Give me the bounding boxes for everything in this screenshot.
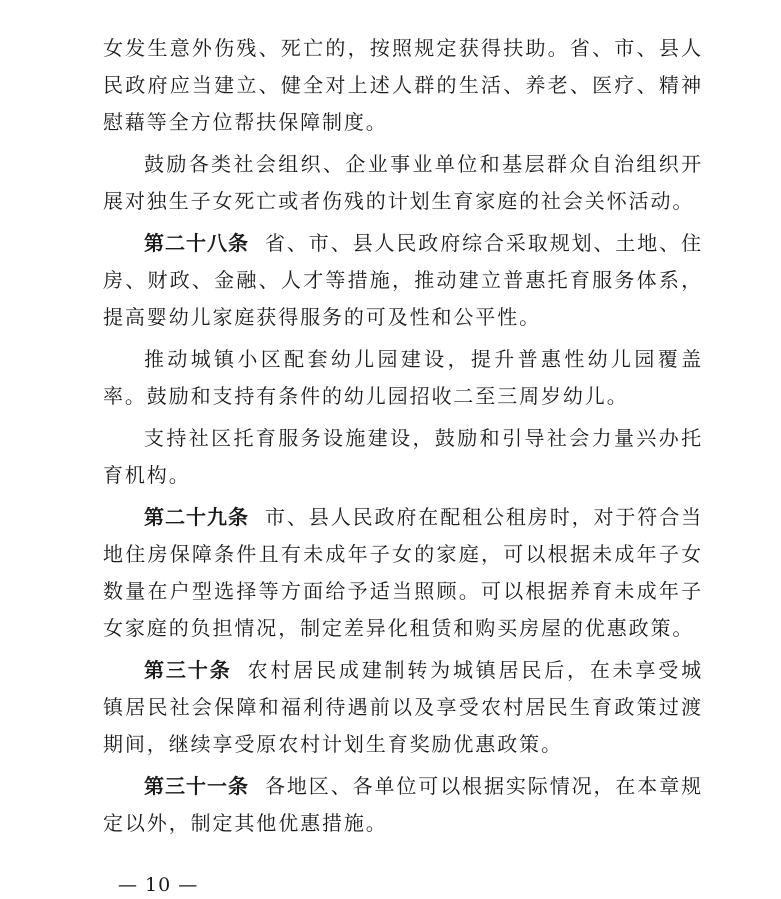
paragraph-text: 女发生意外伤残、死亡的，按照规定获得扶助。省、市、县人民政府应当建立、健全对上述人群的生活、养老、医疗、精神慰藉等全方位帮扶保障制度。 bbox=[103, 36, 703, 134]
paragraph-social-care bbox=[103, 146, 703, 220]
paragraph-kindergarten bbox=[103, 341, 703, 415]
article-number: 第二十八条 bbox=[144, 231, 249, 255]
article-number: 第三十一条 bbox=[144, 774, 249, 798]
paragraph-text: 农村居民成建制转为城镇居民后，在未享受城镇居民社会保障和福利待遇前以及享受农村居民生育政策过渡期间，继续享受原农村计划生育奖励优惠政策。 bbox=[103, 658, 704, 756]
paragraph-text: 各地区、各单位可以根据实际情况，在本章规定以外，制定其他优惠措施。 bbox=[103, 774, 703, 835]
paragraph-text: 推动城镇小区配套幼儿园建设，提升普惠性幼儿园覆盖率。鼓励和支持有条件的幼儿园招收二至三周岁幼儿。 bbox=[103, 347, 703, 408]
paragraph-text: 省、市、县人民政府综合采取规划、土地、住房、财政、金融、人才等措施，推动建立普惠托育服务体系，提高婴幼儿家庭获得服务的可及性和公平性。 bbox=[103, 231, 703, 329]
paragraph-continuation bbox=[103, 0, 703, 141]
article-28 bbox=[103, 225, 703, 336]
paragraph-text: 支持社区托育服务设施建设，鼓励和引导社会力量兴办托育机构。 bbox=[103, 426, 703, 487]
article-30 bbox=[103, 652, 703, 763]
article-number: 第三十条 bbox=[144, 658, 232, 682]
page-number: — 10 — bbox=[118, 874, 199, 896]
article-29 bbox=[103, 499, 703, 647]
paragraph-text: 市、县人民政府在配租公租房时，对于符合当地住房保障条件且有未成年子女的家庭，可以根据未成年子女数量在户型选择等方面给予适当照顾。可以根据养育未成年子女家庭的负担情况，制定差异化租赁和购买房屋的优惠政策。 bbox=[103, 505, 703, 640]
paragraph-text: 鼓励各类社会组织、企业事业单位和基层群众自治组织开展对独生子女死亡或者伤残的计划生育家庭的社会关怀活动。 bbox=[103, 152, 703, 213]
article-31 bbox=[103, 768, 703, 842]
paragraph-childcare bbox=[103, 420, 703, 494]
article-number: 第二十九条 bbox=[144, 505, 249, 529]
document-page bbox=[103, 0, 703, 842]
